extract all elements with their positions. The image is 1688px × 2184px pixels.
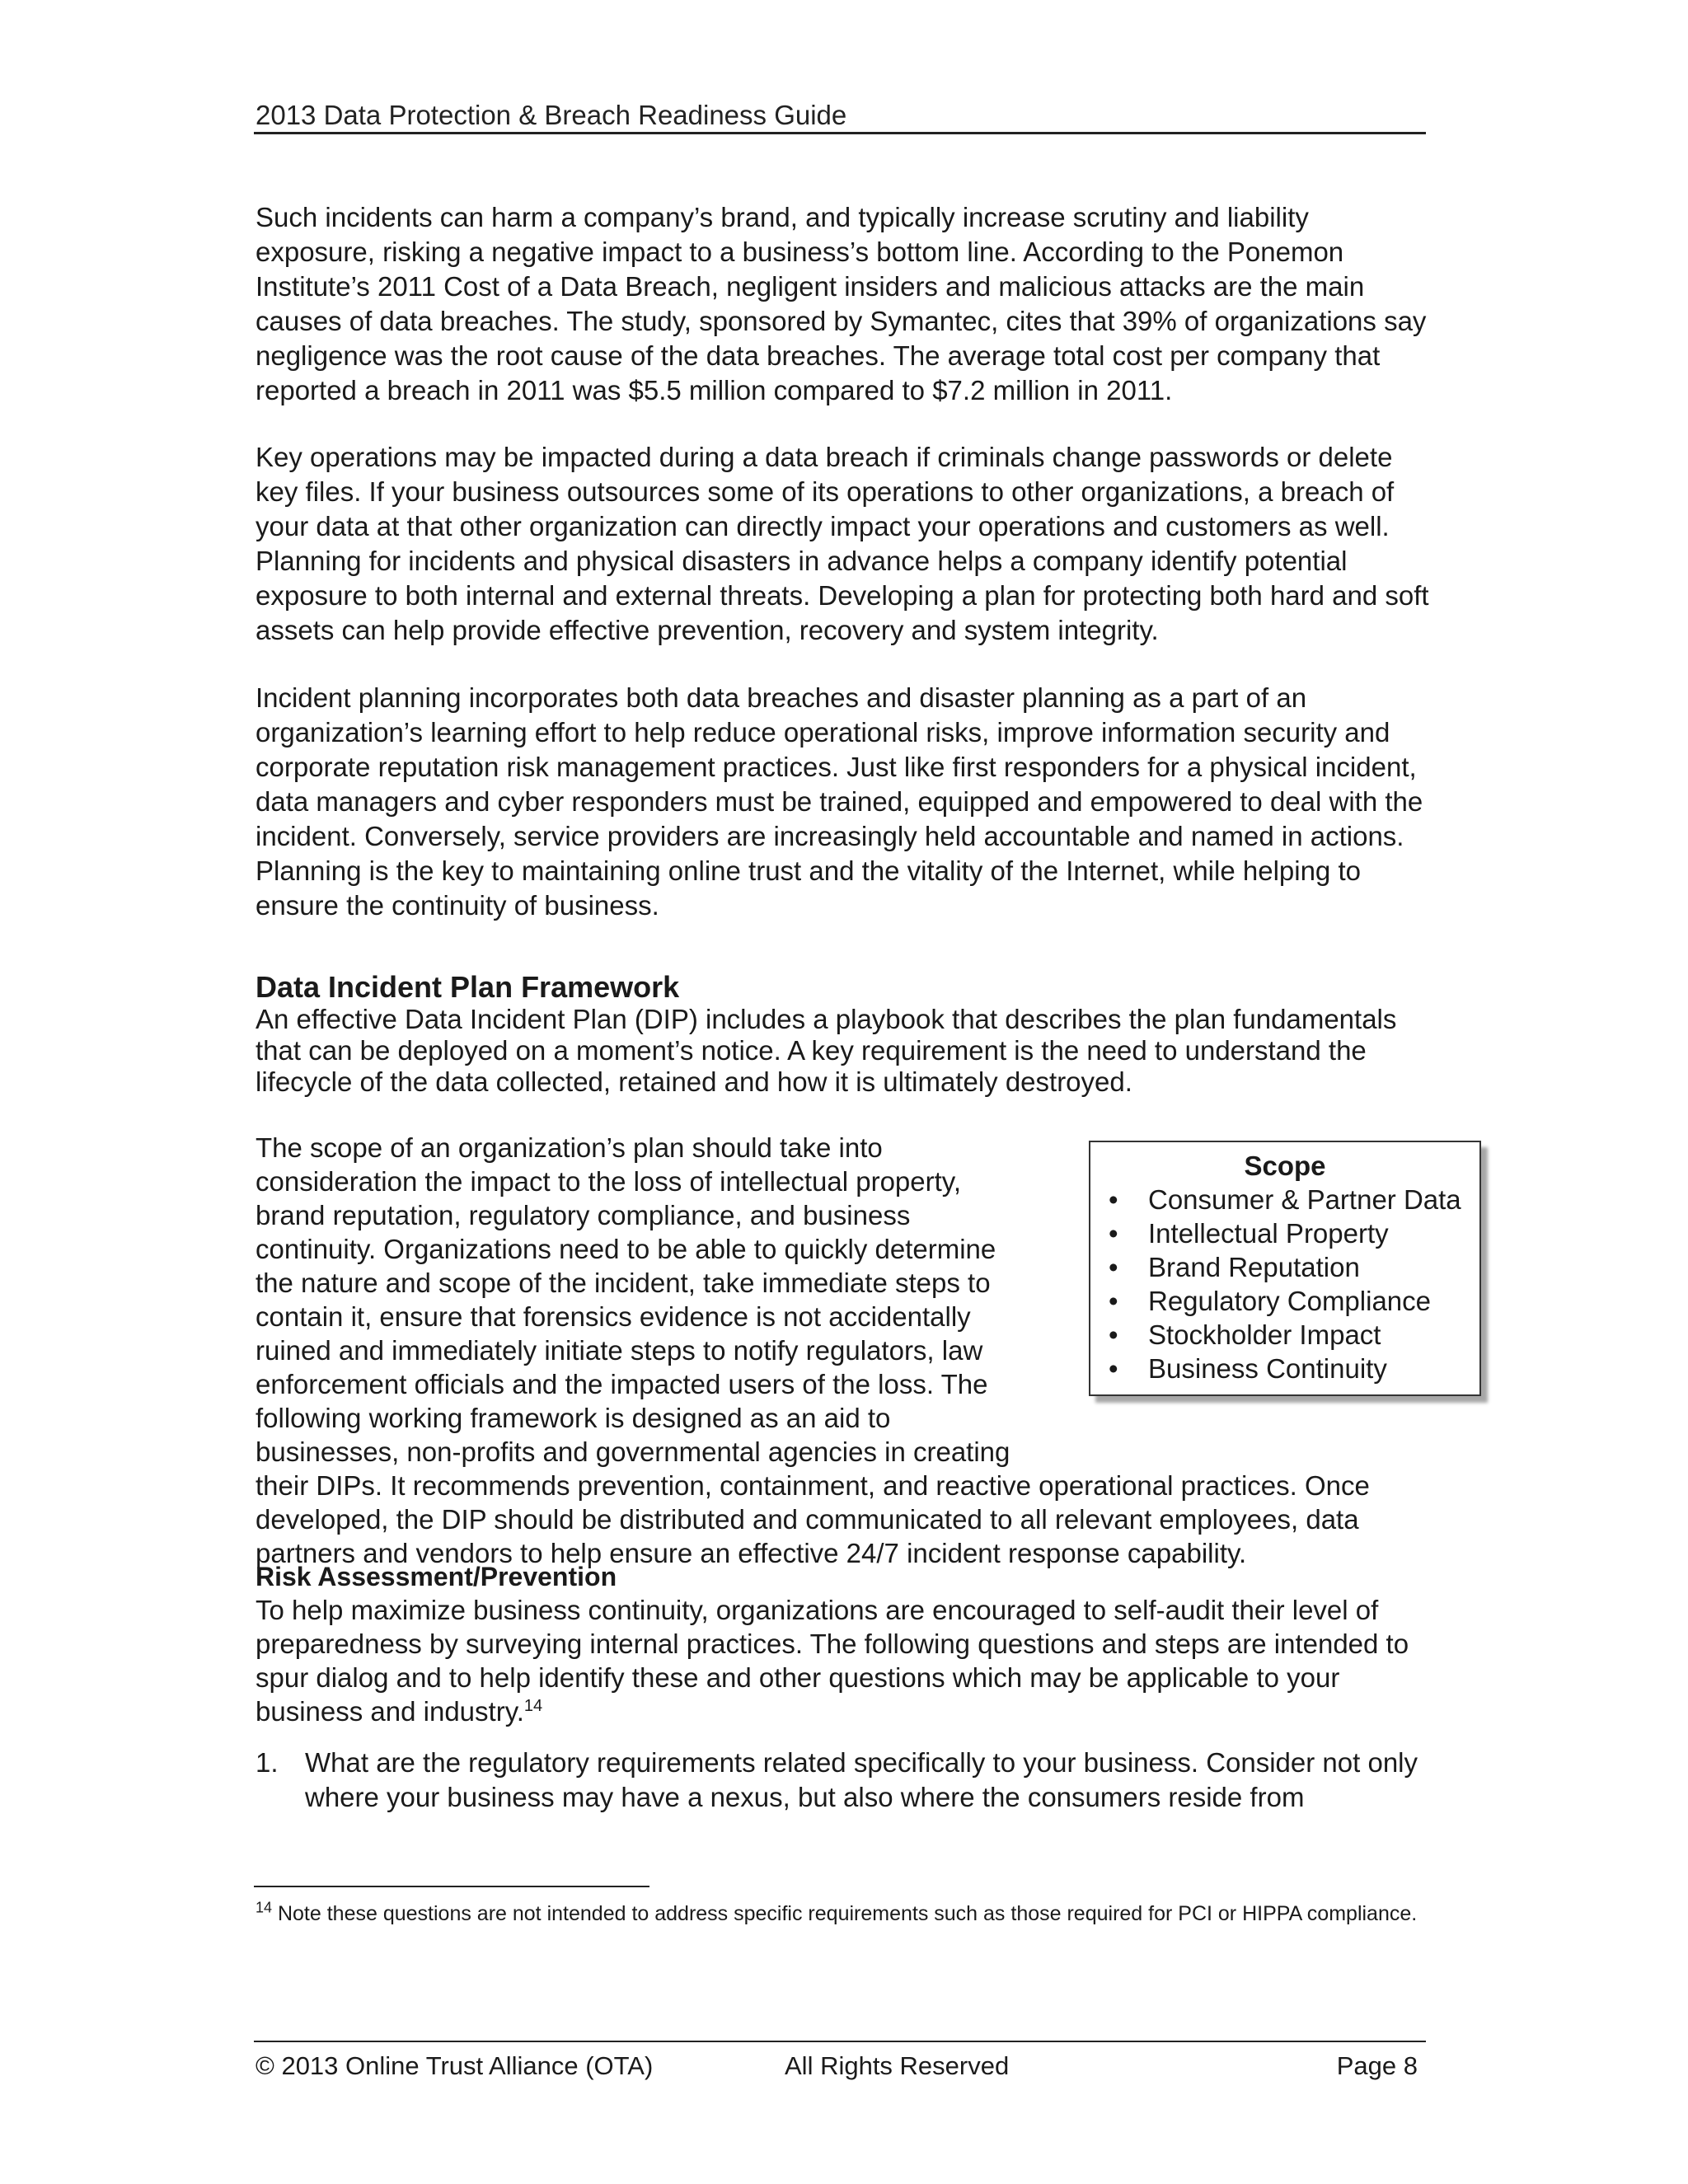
footnote-divider bbox=[254, 1886, 649, 1887]
header-divider bbox=[254, 132, 1426, 134]
footer-divider bbox=[254, 2041, 1426, 2042]
section-heading: Data Incident Plan Framework bbox=[256, 970, 680, 1004]
scope-item: • Brand Reputation bbox=[1109, 1252, 1360, 1282]
subheading-risk-assessment: Risk Assessment/Prevention bbox=[256, 1562, 617, 1591]
footnote-text: Note these questions are not intended to address specific requirements such as those required for PCI or HIPPA compliance. bbox=[272, 1902, 1418, 1925]
bullet-icon: • bbox=[1109, 1286, 1118, 1316]
list-item-number: 1. bbox=[256, 1747, 279, 1778]
running-header: 2013 Data Protection & Breach Readiness Guide bbox=[256, 100, 847, 130]
scope-title: Scope bbox=[1244, 1151, 1326, 1181]
footnote bbox=[256, 1900, 1426, 1928]
paragraph-risk-assessment: To help maximize business continuity, organizations are encouraged to self-audit their level of preparedness by surveying internal practices. The following questions and steps are intended to spur dialog and to help identify these and other questions which may be applicable to your business and industry.$^{14}$ bbox=[256, 1595, 1409, 1727]
paragraph-scope: The scope of an organization’s plan should take into consideration the impact to the loss of intellectual property, brand reputation, regulatory compliance, and business continuity. Organizations need to be able to quickly determine the nature and scope of the incident, take immediate steps to contain it, ensure that forensics evidence is not accidentally ruined and immediately initiate steps to notify regulators, law enforcement officials and the impacted users of the loss. The following working framework is designed as an aid to businesses, non-profits and governmental agencies in creating their DIPs. It recommends prevention, containment, and reactive operational practices. Once developed, the DIP should be distributed and communicated to all relevant employees, data partners and vendors to help ensure an effective 24/7 incident response capability. bbox=[256, 1132, 1370, 1568]
bullet-icon: • bbox=[1109, 1252, 1118, 1282]
bullet-icon: • bbox=[1109, 1353, 1118, 1384]
bullet-icon: • bbox=[1109, 1184, 1118, 1215]
scope-list bbox=[1090, 1183, 1479, 1385]
list-item-text: What are the regulatory requirements related specifically to your business. Consider not only where your business may have a nexus, but also where the consumers reside from bbox=[305, 1747, 1418, 1812]
scope-item: • Regulatory Compliance bbox=[1109, 1286, 1432, 1316]
page-footer bbox=[256, 2048, 1418, 2084]
paragraph-dip-intro: An effective Data Incident Plan (DIP) includes a playbook that describes the plan fundamentals that can be deployed on a moment’s notice. A key requirement is the need to understand the lifecycle of the data collected, retained and how it is ultimately destroyed. bbox=[256, 1004, 1397, 1097]
scope-callout-box bbox=[1089, 1141, 1481, 1396]
paragraph-breach-impact: Such incidents can harm a company’s brand, and typically increase scrutiny and liability exposure, risking a negative impact to a business’s bottom line. According to the Ponemon Institute’s 2011 Cost of a Data Breach, negligent insiders and malicious attacks are the main causes of data breaches. The study, sponsored by Symantec, cites that 39% of organizations say negligence was the root cause of the data breaches. The average total cost per company that reported a breach in 2011 was $5.5 million compared to $7.2 million in 2011. bbox=[256, 202, 1427, 405]
footer-copyright: © 2013 Online Trust Alliance (OTA) bbox=[256, 2051, 654, 2080]
footnote-marker: 14 bbox=[256, 1899, 273, 1916]
paragraph-incident-planning: Incident planning incorporates both data breaches and disaster planning as a part of an organization’s learning effort to help reduce operational risks, improve information security and corporate reputation risk management practices. Just like first responders for a physical incident, data managers and cyber responders must be trained, equipped and empowered to deal with the incident. Conversely, service providers are increasingly held accountable and named in actions. Planning is the key to maintaining online trust and the vitality of the Internet, while helping to ensure the continuity of business. bbox=[256, 682, 1423, 921]
scope-item: • Business Continuity bbox=[1109, 1353, 1387, 1384]
paragraph-key-operations: Key operations may be impacted during a data breach if criminals change passwords or delete key files. If your business outsources some of its operations to other organizations, a breach of your data at that other organization can directly impact your operations and customers as well. Planning for incidents and physical disasters in advance helps a company identify potential exposure to both internal and external threats. Developing a plan for protecting both hard and soft assets can help provide effective prevention, recovery and system integrity. bbox=[256, 442, 1429, 645]
list-item bbox=[256, 1746, 1434, 1815]
footnote-reference[interactable]: 14 bbox=[523, 1697, 543, 1715]
scope-item: • Stockholder Impact bbox=[1109, 1319, 1381, 1350]
scope-item: • Consumer & Partner Data bbox=[1109, 1184, 1461, 1215]
bullet-icon: • bbox=[1109, 1218, 1118, 1249]
scope-item: • Intellectual Property bbox=[1109, 1218, 1389, 1249]
footer-page-number: Page 8 bbox=[1336, 2051, 1418, 2080]
footer-rights: All Rights Reserved bbox=[785, 2051, 1010, 2080]
bullet-icon: • bbox=[1109, 1319, 1118, 1350]
